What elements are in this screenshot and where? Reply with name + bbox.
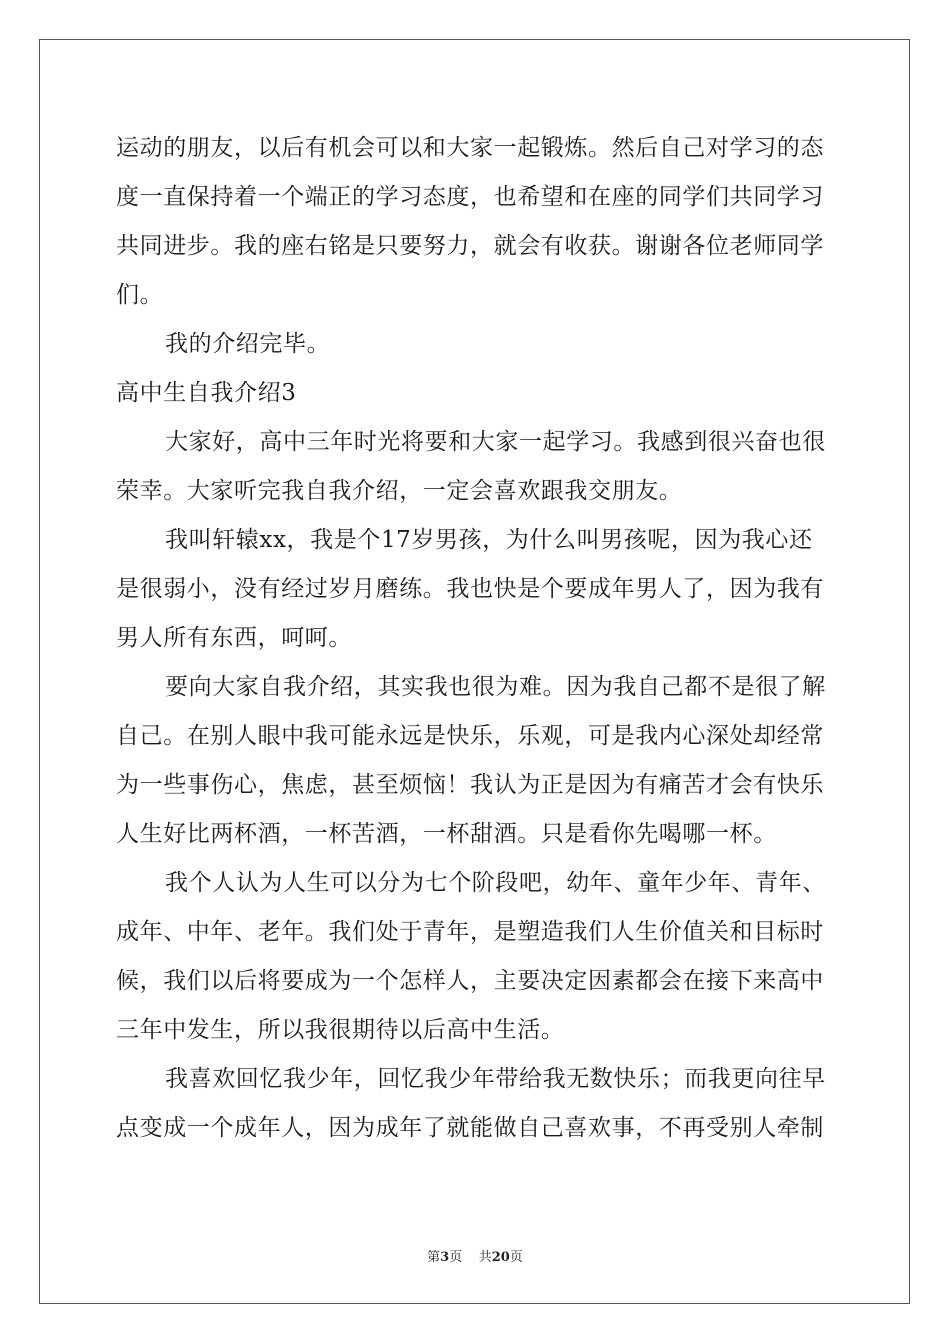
text-line: 点变成一个成年人，因为成年了就能做自己喜欢事，不再受别人牵制 xyxy=(116,1115,824,1141)
text-line: 候，我们以后将要成为一个怎样人，主要决定因素都会在接下来高中 xyxy=(116,968,824,994)
total-pages-label: 共20页 xyxy=(478,1250,523,1265)
text-line: 我喜欢回忆我少年，回忆我少年带给我无数快乐；而我更向往早 xyxy=(165,1066,826,1092)
total-page-count: 20 xyxy=(491,1250,510,1265)
text-line: 荣幸。大家听完我自我介绍，一定会喜欢跟我交朋友。 xyxy=(116,478,683,504)
text-line: 我的介绍完毕。 xyxy=(165,331,331,357)
page-number-label: 第3页 xyxy=(427,1250,463,1265)
text-line: 成年、中年、老年。我们处于青年，是塑造我们人生价值关和目标时 xyxy=(116,919,824,945)
text-line: 男人所有东西，呵呵。 xyxy=(116,625,352,651)
text-line: 要向大家自我介绍，其实我也很为难。因为我自己都不是很了解 xyxy=(165,674,826,700)
text-line: 三年中发生，所以我很期待以后高中生活。 xyxy=(116,1017,565,1043)
text-line: 是很弱小，没有经过岁月磨练。我也快是个要成年男人了，因为我有 xyxy=(116,576,824,602)
text-line: 自己。在别人眼中我可能永远是快乐，乐观，可是我内心深处却经常 xyxy=(116,723,824,749)
document-body xyxy=(116,124,832,1153)
section-heading: 高中生自我介绍3 xyxy=(116,380,297,406)
page-footer xyxy=(0,1246,950,1265)
text-line: 我叫轩辕xx，我是个17岁男孩，为什么叫男孩呢，因为我心还 xyxy=(165,527,813,553)
text-line: 运动的朋友，以后有机会可以和大家一起锻炼。然后自己对学习的态 xyxy=(116,135,824,161)
text-line: 度一直保持着一个端正的学习态度，也希望和在座的同学们共同学习 xyxy=(116,184,824,210)
text-line: 人生好比两杯酒，一杯苦酒，一杯甜酒。只是看你先喝哪一杯。 xyxy=(116,821,777,847)
text-line: 为一些事伤心，焦虑，甚至烦恼！我认为正是因为有痛苦才会有快乐 xyxy=(116,772,824,798)
current-page-number: 3 xyxy=(440,1250,450,1265)
text-line: 我个人认为人生可以分为七个阶段吧，幼年、童年少年、青年、 xyxy=(165,870,826,896)
text-line: 大家好，高中三年时光将要和大家一起学习。我感到很兴奋也很 xyxy=(165,429,826,455)
text-line: 们。 xyxy=(116,282,164,308)
text-line: 共同进步。我的座右铭是只要努力，就会有收获。谢谢各位老师同学 xyxy=(116,233,824,259)
